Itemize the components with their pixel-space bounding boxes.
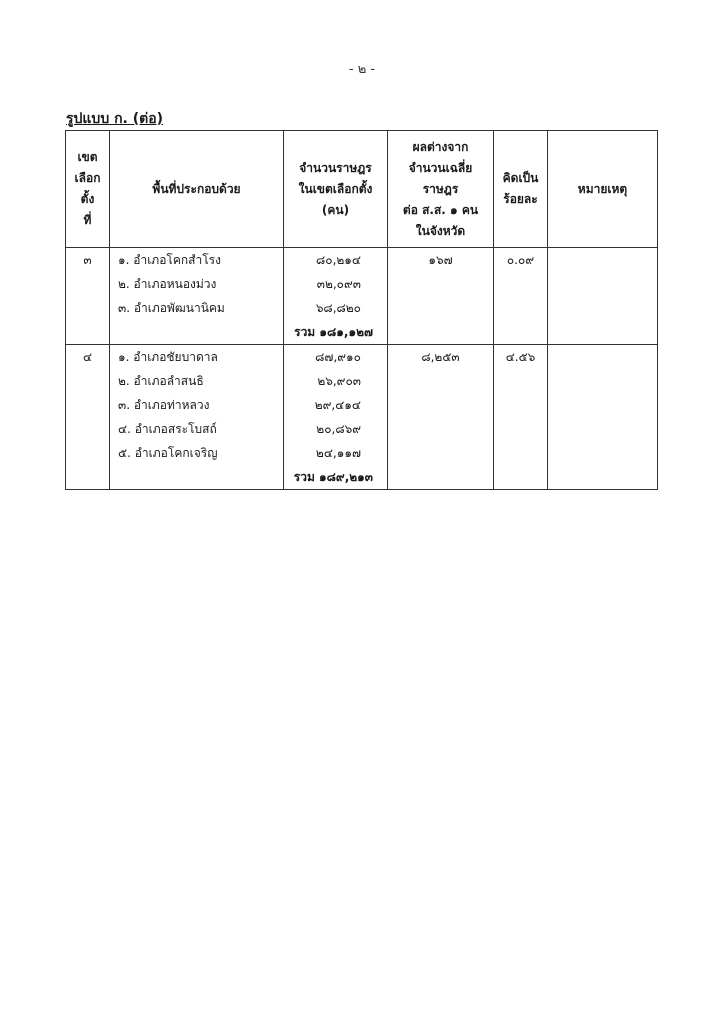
- district-cell: [66, 248, 110, 345]
- district-cell: [66, 345, 110, 490]
- population-value: ๘๗,๙๑๐: [315, 350, 361, 364]
- header-area: พื้นที่ประกอบด้วย: [110, 131, 284, 248]
- area-item: ๑. อำเภอโคกสำโรง: [118, 253, 221, 267]
- remark-cell: [548, 345, 658, 490]
- page-number: - ๒ -: [348, 62, 376, 77]
- population-total: รวม ๑๘๑,๑๒๗: [294, 325, 373, 339]
- remark-cell: [548, 248, 658, 345]
- district-number: ๓: [83, 253, 92, 267]
- population-cell: [284, 345, 388, 490]
- population-value: ๒๙,๔๑๔: [314, 398, 361, 412]
- header-remark: หมายเหตุ: [548, 131, 658, 248]
- percent-value: ๐.๐๙: [506, 253, 535, 267]
- area-item: ๑. อำเภอชัยบาดาล: [118, 350, 218, 364]
- header-row: [66, 131, 658, 248]
- district-table: [65, 130, 658, 490]
- area-item: ๓. อำเภอท่าหลวง: [118, 398, 210, 412]
- percent-value: ๔.๕๖: [505, 350, 536, 364]
- header-percent: คิดเป็น ร้อยละ: [494, 131, 548, 248]
- percent-cell: [494, 345, 548, 490]
- population-value: ๘๐,๒๑๔: [315, 253, 361, 267]
- area-item: ๔. อำเภอสระโบสถ์: [118, 422, 217, 436]
- population-value: ๒๔,๑๑๗: [315, 446, 361, 460]
- difference-cell: [388, 345, 494, 490]
- header-difference: ผลต่างจาก จำนวนเฉลี่ย ราษฎร ต่อ ส.ส. ๑ คน ในจังหวัด: [388, 131, 494, 248]
- header-district: เขต เลือกตั้ง ที่: [66, 131, 110, 248]
- population-value: ๖๘,๘๒๐: [315, 301, 361, 315]
- population-value: ๓๒,๐๙๓: [316, 277, 361, 291]
- difference-value: ๘,๒๕๓: [421, 350, 460, 364]
- table-row: [66, 248, 658, 345]
- area-item: ๒. อำเภอหนองม่วง: [118, 277, 217, 291]
- table-row: [66, 345, 658, 490]
- difference-cell: [388, 248, 494, 345]
- area-item: ๕. อำเภอโคกเจริญ: [118, 446, 218, 460]
- form-title: รูปแบบ ก. (ต่อ): [66, 111, 164, 127]
- remark-value: [548, 248, 657, 272]
- population-value: ๒๖,๙๐๓: [317, 374, 361, 388]
- population-cell: [284, 248, 388, 345]
- district-number: ๔: [82, 350, 93, 364]
- area-item: ๒. อำเภอลำสนธิ: [118, 374, 204, 388]
- header-population: จำนวนราษฎร ในเขตเลือกตั้ง (คน): [284, 131, 388, 248]
- population-value: ๒๐,๘๖๙: [316, 422, 361, 436]
- population-total: รวม ๑๘๙,๒๑๓: [293, 470, 373, 484]
- area-item: ๓. อำเภอพัฒนานิคม: [118, 301, 225, 315]
- difference-value: ๑๖๗: [428, 253, 453, 267]
- area-cell: [110, 248, 284, 345]
- percent-cell: [494, 248, 548, 345]
- remark-value: [548, 345, 657, 369]
- area-cell: [110, 345, 284, 490]
